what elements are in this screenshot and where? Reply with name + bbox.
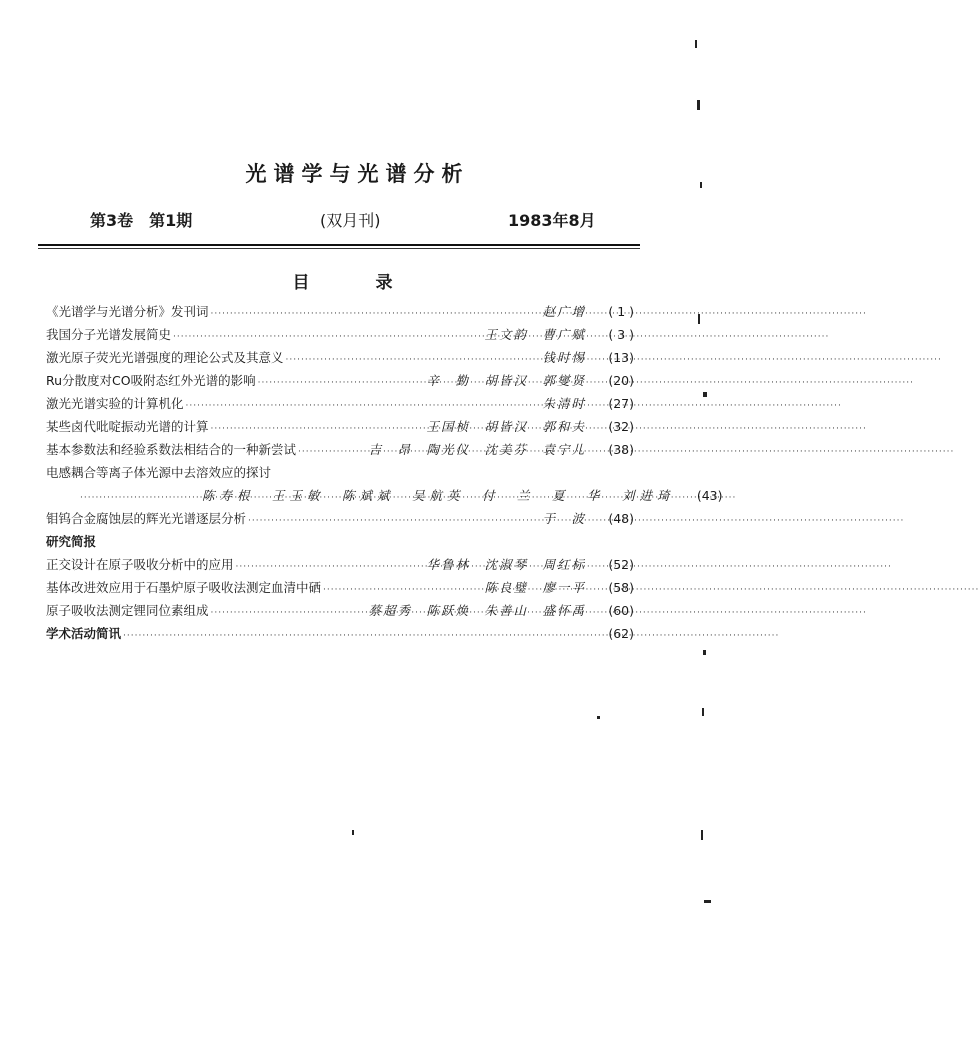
- entry-title: 钼钨合金腐蚀层的辉光光谱逐层分析: [46, 511, 247, 526]
- toc-entry: [46, 509, 634, 532]
- toc-entry: [46, 302, 634, 325]
- toc-entry: [46, 578, 634, 601]
- entry-authors: 王国桢 胡皆汉 郭和夫: [426, 419, 586, 434]
- entry-page: (32): [608, 419, 634, 434]
- scan-mark: [703, 650, 706, 655]
- leader-dots: [211, 424, 425, 434]
- entry-page: (60): [608, 603, 634, 618]
- scan-mark: [698, 314, 700, 324]
- leader-dots: [323, 585, 482, 595]
- scan-mark: [702, 708, 704, 716]
- toc-entry: [46, 417, 634, 440]
- entry-title: 学术活动简讯: [46, 626, 122, 641]
- leader-dots: [211, 608, 367, 618]
- entry-page: (58): [608, 580, 634, 595]
- header-divider-thin: [38, 248, 640, 249]
- toc-entry-continuation: [46, 486, 723, 509]
- toc-entry: [46, 371, 634, 394]
- entry-title: 电感耦合等离子体光源中去溶效应的探讨: [46, 465, 272, 480]
- entry-page: (38): [608, 442, 634, 457]
- entry-title: 激光光谱实验的计算机化: [46, 396, 184, 411]
- entry-authors: 吉 昂 陶光仪 沈美芬 袁宁儿: [368, 442, 586, 457]
- publication-frequency: (双月刊): [320, 211, 381, 230]
- entry-authors: 钱时惕: [542, 350, 586, 365]
- entry-title: 基体改进效应用于石墨炉原子吸收法测定血清中硒: [46, 580, 322, 595]
- journal-title: 光谱学与光谱分析: [245, 162, 470, 186]
- leader-dots: [286, 355, 541, 365]
- scan-mark: [352, 830, 354, 835]
- toc-entry: [46, 325, 634, 348]
- scan-mark: [701, 830, 703, 840]
- issue-line: [0, 208, 715, 234]
- entry-title: Ru分散度对CO吸附态红外光谱的影响: [46, 373, 256, 388]
- section-title: 研究简报: [46, 534, 97, 549]
- entry-title: 基本参数法和经验系数法相结合的一种新尝试: [46, 442, 297, 457]
- scan-mark: [597, 716, 600, 719]
- entry-page: (48): [608, 511, 634, 526]
- leader-dots: [173, 332, 482, 342]
- entry-authors: 华鲁林 沈淑琴 周红标: [426, 557, 586, 572]
- toc-entry: [46, 555, 634, 578]
- entry-title: 原子吸收法测定锂同位素组成: [46, 603, 209, 618]
- entry-authors: 于 波: [542, 511, 586, 526]
- toc-entry: [46, 601, 634, 624]
- entry-title: 某些卤代吡啶振动光谱的计算: [46, 419, 209, 434]
- entry-title: 激光原子荧光光谱强度的理论公式及其意义: [46, 350, 284, 365]
- toc-entry: [46, 348, 634, 371]
- entry-page: (43): [696, 488, 723, 503]
- entry-page: ( 3 ): [608, 327, 634, 342]
- header-divider: [38, 244, 640, 246]
- volume-issue: 第3卷 第1期: [90, 211, 193, 230]
- entry-page: (13): [608, 350, 634, 365]
- toc-entry: [46, 394, 634, 417]
- scan-mark: [697, 100, 700, 110]
- toc-entry: [46, 440, 634, 463]
- entry-page: (20): [608, 373, 634, 388]
- entry-authors: 辛 勤 胡皆汉 郭燮贤: [426, 373, 586, 388]
- scan-mark: [704, 900, 711, 903]
- leader-dots: [186, 401, 541, 411]
- entry-page: (62): [608, 626, 634, 641]
- entry-authors: 王文韵 曹广赋: [484, 327, 586, 342]
- section-heading: [46, 532, 634, 555]
- leader-dots: [236, 562, 425, 572]
- publication-date: 1983年8月: [508, 211, 596, 230]
- table-of-contents: [46, 302, 723, 647]
- toc-entry: [46, 624, 634, 647]
- scan-mark: [695, 40, 697, 48]
- scan-mark: [700, 182, 702, 188]
- entry-title: 《光谱学与光谱分析》发刊词: [46, 304, 209, 319]
- entry-title: 正交设计在原子吸收分析中的应用: [46, 557, 234, 572]
- leader-dots: [123, 631, 584, 641]
- toc-entry: [46, 463, 634, 486]
- leader-dots: [298, 447, 366, 457]
- entry-authors: 陈寿根 王玉敏 陈斌斌 吴航英 付 兰 夏 华 刘进琦: [202, 488, 675, 503]
- entry-title: 我国分子光谱发展简史: [46, 327, 172, 342]
- entry-authors: 蔡超秀 陈跃焕 朱善山 盛怀禹: [368, 603, 586, 618]
- entry-authors: 朱清时: [542, 396, 586, 411]
- entry-authors: 陈良璧 廖一平: [484, 580, 586, 595]
- entry-page: (52): [608, 557, 634, 572]
- entry-authors: 赵广增: [542, 304, 586, 319]
- entry-page: ( 1 ): [608, 304, 634, 319]
- leader-dots: [258, 378, 425, 388]
- leader-dots: [248, 516, 540, 526]
- leader-dots: [80, 493, 200, 503]
- leader-dots: [211, 309, 541, 319]
- entry-page: (27): [608, 396, 634, 411]
- toc-heading: 目 录: [292, 273, 423, 293]
- scan-mark: [703, 392, 707, 397]
